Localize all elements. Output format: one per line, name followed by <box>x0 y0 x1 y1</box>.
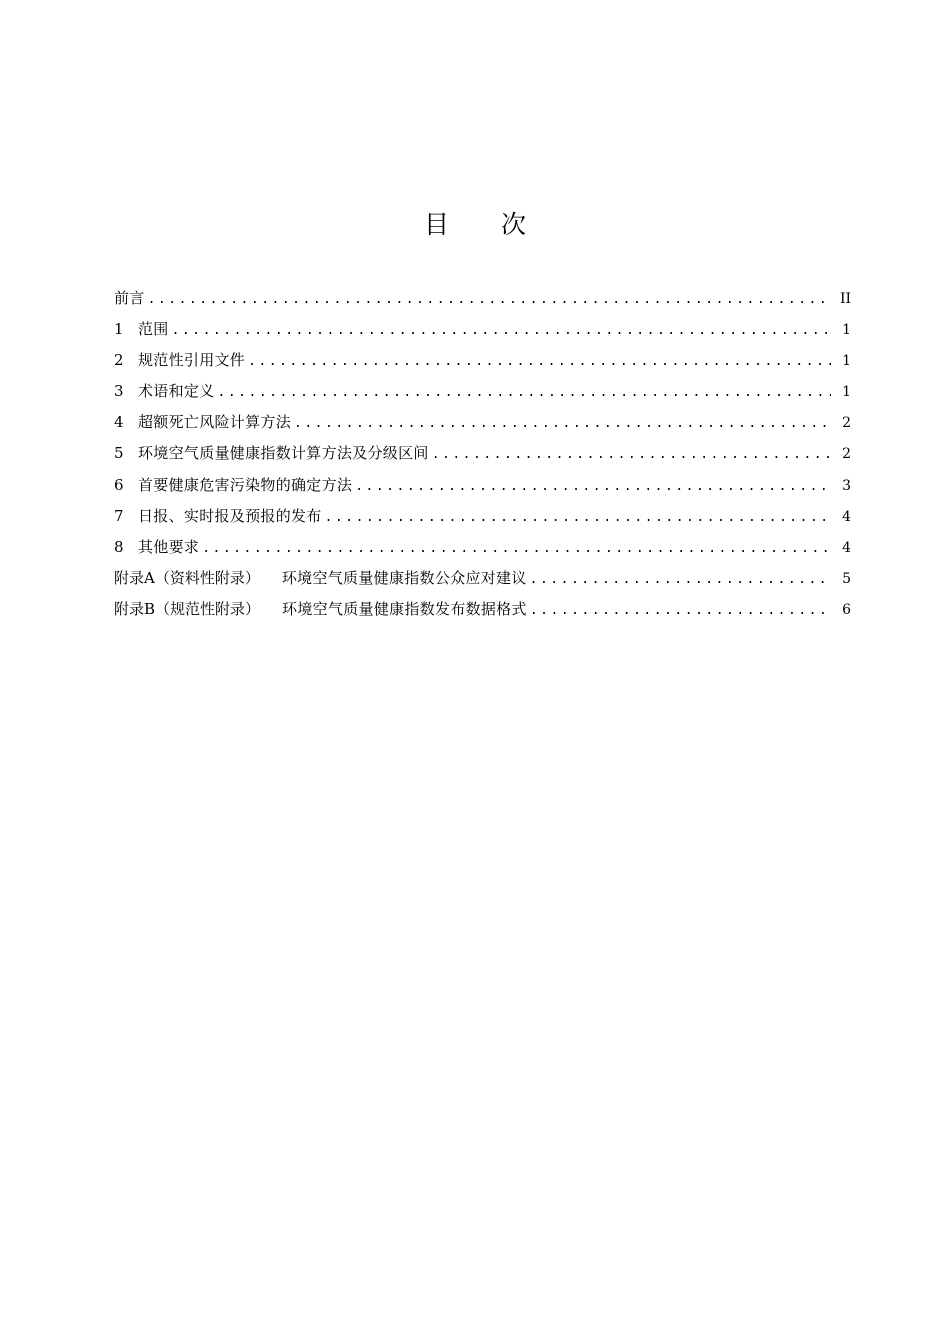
toc-entry-label: 首要健康危害污染物的确定方法 <box>138 475 353 494</box>
toc-leader-dots <box>148 284 830 315</box>
toc-entry-primary-pollutant[interactable] <box>114 470 851 501</box>
toc-entry-number: 2 <box>114 351 124 370</box>
toc-entry-label: 环境空气质量健康指数发布数据格式 <box>282 599 527 618</box>
toc-entry-foreword[interactable] <box>114 283 851 314</box>
toc-page-number: 2 <box>842 415 851 432</box>
page-title: 目 次 <box>424 210 548 239</box>
toc-entry-label: 超额死亡风险计算方法 <box>138 413 292 432</box>
toc-entry-excess-mortality[interactable] <box>114 407 851 438</box>
toc-leader-dots <box>530 564 831 595</box>
toc-appendix-prefix: 附录B（规范性附录） <box>114 599 261 618</box>
toc-leader-dots <box>294 408 831 439</box>
toc-page-number: 1 <box>842 353 851 370</box>
toc-page-number: 3 <box>842 477 851 494</box>
toc-entry-label: 其他要求 <box>138 537 200 556</box>
toc-entry-other-requirements[interactable] <box>114 532 851 563</box>
toc-entry-appendix-b[interactable] <box>114 594 851 625</box>
toc-entry-index-calculation[interactable] <box>114 438 851 469</box>
toc-page-number: 2 <box>842 446 851 463</box>
toc-leader-dots <box>248 346 831 377</box>
toc-entry-label: 环境空气质量健康指数公众应对建议 <box>281 568 527 587</box>
toc-entry-number: 8 <box>114 537 124 556</box>
toc-entry-number: 5 <box>114 444 124 463</box>
toc-leader-dots <box>432 439 831 470</box>
toc-leader-dots <box>530 595 831 626</box>
toc-page-number: II <box>839 291 851 307</box>
toc-entry-number: 4 <box>114 413 124 432</box>
toc-entry-number: 6 <box>114 475 124 494</box>
toc-page-number: 4 <box>842 508 851 525</box>
toc-page-number: 4 <box>842 539 851 556</box>
toc-entry-label: 前言 <box>114 289 145 307</box>
table-of-contents <box>114 283 851 625</box>
toc-entry-number: 7 <box>114 506 124 525</box>
toc-entry-normative-references[interactable] <box>114 345 851 376</box>
toc-leader-dots <box>325 502 831 533</box>
toc-entry-label: 范围 <box>138 320 169 339</box>
toc-leader-dots <box>172 315 831 346</box>
toc-page-number: 1 <box>842 384 851 401</box>
toc-page-number: 1 <box>842 322 851 339</box>
toc-entry-label: 环境空气质量健康指数计算方法及分级区间 <box>138 444 429 463</box>
toc-entry-label: 日报、实时报及预报的发布 <box>138 506 322 525</box>
toc-leader-dots <box>202 533 831 564</box>
toc-entry-report-release[interactable] <box>114 501 851 532</box>
toc-page-number: 5 <box>842 570 851 587</box>
toc-entry-scope[interactable] <box>114 314 851 345</box>
toc-leader-dots <box>218 377 831 408</box>
toc-leader-dots <box>355 471 831 502</box>
toc-entry-terms-definitions[interactable] <box>114 376 851 407</box>
toc-appendix-prefix: 附录A（资料性附录） <box>114 568 260 587</box>
toc-entry-number: 3 <box>114 382 124 401</box>
toc-entry-appendix-a[interactable] <box>114 563 851 594</box>
toc-page-number: 6 <box>842 601 851 618</box>
toc-entry-label: 术语和定义 <box>138 382 215 401</box>
toc-entry-number: 1 <box>114 320 124 339</box>
toc-entry-label: 规范性引用文件 <box>138 351 246 370</box>
